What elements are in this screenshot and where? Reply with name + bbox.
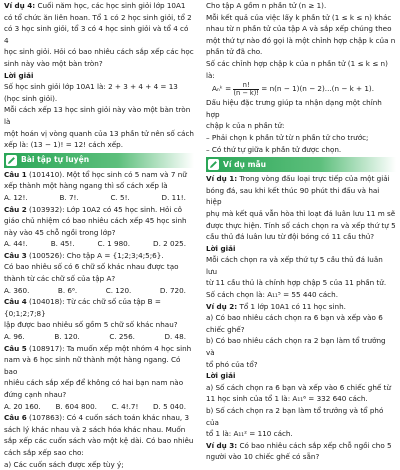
text-line: Mỗi cách xếp 13 học sinh giỏi này vào một bàn tròn là xyxy=(4,105,191,126)
question-6: Câu 6 (107863): Có 4 cuốn sách toán khác nhau, 3 xyxy=(4,413,190,423)
example-3: Ví dụ 3: Có bao nhiêu cách sắp xếp chỗ ngồi cho 5 xyxy=(206,440,392,450)
formula-denominator: (n − k)! xyxy=(233,88,259,97)
question-2: Câu 2 (103932): Lớp 10A2 có 45 học sinh. Hỏi cô xyxy=(4,204,183,214)
pen-icon xyxy=(208,159,219,170)
text-line: a) Số cách chọn ra 6 bạn và xếp vào 6 chiếc ghế từ xyxy=(206,382,391,392)
option-d: D. 720. xyxy=(159,285,186,295)
text-line: thành từ các chữ số của tập A? xyxy=(4,274,116,284)
permutation-formula xyxy=(212,81,396,97)
text-line: nhau từ n phần tử của tập A và sắp xếp chúng theo xyxy=(206,24,392,34)
option-d: D. 2 025. xyxy=(153,239,186,249)
text-line: lập được bao nhiêu số gồm 5 chữ số khác nhau? xyxy=(4,320,178,330)
options-row xyxy=(4,331,194,343)
solution-heading: Lời giải xyxy=(4,70,34,80)
option-d: D. 48. xyxy=(164,332,186,342)
text-line: – Có thứ tự giữa k phần tử được chọn. xyxy=(206,144,342,154)
text-line: cách sắp xếp sao cho: xyxy=(4,447,84,457)
option-d: D. 11!. xyxy=(161,192,186,202)
formula-rhs: = n(n − 1)(n − 2)...(n − k + 1). xyxy=(261,84,375,94)
options-row xyxy=(4,238,194,250)
text-line: này vào 45 chỗ ngồi trong lớp? xyxy=(4,227,116,237)
question-5: Câu 5 (108917): Ta muốn xếp một nhóm 4 học sinh xyxy=(4,343,192,353)
option-b: B. 7!. xyxy=(59,192,79,202)
formula-fraction xyxy=(233,82,259,97)
text-line: sinh này vào một bàn tròn? xyxy=(4,58,103,68)
option-c: C. 1 980. xyxy=(97,239,130,249)
text-line: chiếc ghế? xyxy=(206,324,245,334)
text-line: 11 học sinh của tổ 1 là: A₁₁⁶ = 332 640 cách. xyxy=(206,394,368,404)
text-line: đứng cạnh nhau? xyxy=(4,390,67,399)
text-line: từ 11 cầu thủ là chỉnh hợp chập 5 của 11 phần tử. xyxy=(206,278,387,288)
option-d: D. 5 040. xyxy=(153,401,186,411)
text-line: a) Có bao nhiêu cách chọn ra 6 bạn và xếp vào 6 xyxy=(206,313,383,323)
text-line: tổ 1 là: A₁₁² = 110 cách. xyxy=(206,429,293,439)
text-line: xếp thành một hàng ngang thì số cách xếp là xyxy=(4,181,168,191)
option-a: A. 12!. xyxy=(4,192,28,202)
text-line: phần tử đã cho. xyxy=(206,47,263,57)
text-line: bóng đá, sau khi kết thúc 90 phút thi đấu và hai hiệp xyxy=(206,185,380,207)
section-header-examples xyxy=(206,157,396,172)
option-b: B. 120. xyxy=(54,332,80,342)
right-column xyxy=(206,0,396,463)
text-line: nhiêu cách sắp xếp để không có hai bạn nam nào xyxy=(4,378,184,388)
formula-numerator: n! xyxy=(233,82,259,90)
text-line: (học sinh giỏi). xyxy=(4,93,58,103)
text-line: học sinh giỏi. Hỏi có bao nhiêu cách sắp xếp các học xyxy=(4,47,194,57)
text-line: Mỗi kết quả của việc lấy k phần tử (1 ≤ k ≤ n) khác xyxy=(206,12,392,22)
options-row xyxy=(4,285,194,297)
text-line: cầu thủ đá luân lưu từ đội bóng có 11 cầu thủ? xyxy=(206,232,375,242)
text-line: sách lý khác nhau và 2 sách hóa khác nhau. Muốn xyxy=(4,424,186,434)
question-3: Câu 3 (100526): Cho tập A = {1;2;3;4;5;6}. xyxy=(4,250,164,260)
options-row xyxy=(4,401,194,413)
text-line: chập k của n phần tử: xyxy=(206,121,285,131)
text-line: a) Các cuốn sách được xếp tùy ý; xyxy=(4,459,124,469)
text-line: Có bao nhiêu số có 6 chữ số khác nhau được tạo xyxy=(4,262,179,272)
section-title: Bài tập tự luyện xyxy=(21,155,90,165)
text-line: được thực hiện. Tính số cách chọn ra và xếp thứ tự 5 xyxy=(206,220,396,230)
option-c: C. 4!.7! xyxy=(111,401,139,411)
question-4: Câu 4 (104018): Từ các chữ số của tập B = {0;1;2;7;8} xyxy=(4,297,161,318)
text-line: có tổ chức ăn liên hoan. Tổ 1 có 2 học sinh giỏi, tổ 2 xyxy=(4,12,192,22)
option-c: C. 5!. xyxy=(110,192,130,202)
text-line: Số cách chọn là: A₁₁⁵ = 55 440 cách. xyxy=(206,290,338,300)
text-line: – Phải chọn k phần tử từ n phần tử cho trước; xyxy=(206,132,369,142)
solution-heading: Lời giải xyxy=(206,371,236,381)
solution-heading: Lời giải xyxy=(206,243,236,253)
text-line: Số học sinh giỏi lớp 10A1 là: 2 + 3 + 4 + 4 = 13 xyxy=(4,82,178,92)
option-b: B. 6⁶. xyxy=(57,285,78,295)
text-line: có 3 học sinh giỏi, tổ 3 có 4 học sinh giỏi và tổ 4 có 4 xyxy=(4,24,189,45)
text-line: một thứ tự nào đó gọi là một chỉnh hợp chập k của n xyxy=(206,35,396,45)
section-header-practice xyxy=(4,153,194,168)
text-line: người vào 10 chiếc ghế có sẵn? xyxy=(206,452,320,462)
example-1: Ví dụ 1: Trong vòng đấu loại trực tiếp của một giải xyxy=(206,174,390,184)
text-line: Dấu hiệu đặc trưng giúp ta nhận dạng một chỉnh hợp xyxy=(206,98,382,119)
option-c: C. 256. xyxy=(109,332,135,342)
option-b: B. 45!. xyxy=(50,239,75,249)
text-line: sắp xếp các cuốn sách vào một kệ dài. Có bao nhiêu xyxy=(4,436,194,446)
option-b: B. 604 800. xyxy=(55,401,97,411)
section-title: Ví dụ mẫu xyxy=(223,159,267,169)
options-row xyxy=(4,192,194,204)
option-a: A. 44!. xyxy=(4,239,28,249)
pencil-icon xyxy=(6,155,17,166)
question-1: Câu 1 (101410). Một tổ học sinh có 5 nam và 7 nữ xyxy=(4,169,187,179)
option-a: A. 360. xyxy=(4,285,30,295)
text-line: Mỗi cách chọn ra và xếp thứ tự 5 cầu thủ đá luân lưu xyxy=(206,255,383,276)
text-line: nam và 6 học sinh nữ thành một hàng ngang. Có bao xyxy=(4,355,181,376)
text-line: b) Số cách chọn ra 2 bạn làm tổ trưởng và tổ phó của xyxy=(206,406,384,427)
example-2: Ví dụ 2: Tổ 1 lớp 10A1 có 11 học sinh. xyxy=(206,301,346,311)
text-line: giáo chủ nhiệm có bao nhiêu cách xếp 45 học sinh xyxy=(4,216,187,226)
text-line: tổ phó của tổ? xyxy=(206,359,258,369)
option-a: A. 20 160. xyxy=(4,401,41,411)
text-line: một hoán vị vòng quanh của 13 phần tử nên số cách xyxy=(4,128,194,138)
text-line: Số các chỉnh hợp chập k của n phần tử (1 ≤ k ≤ n) là: xyxy=(206,58,388,80)
example-4-line: Ví dụ 4: Cuối năm học, các học sinh giỏi lớp 10A1 xyxy=(4,1,186,10)
text-line: phụ mà kết quả vẫn hòa thì loạt đá luân lưu 11 m sẽ xyxy=(206,208,396,218)
option-a: A. 96. xyxy=(4,332,25,342)
option-c: C. 120. xyxy=(105,285,132,295)
text-line: Cho tập A gồm n phần tử (n ≥ 1). xyxy=(206,1,327,10)
text-line: b) Có bao nhiêu cách chọn ra 2 bạn làm tổ trưởng và xyxy=(206,336,386,358)
text-line: xếp là: (13 − 1)! = 12! cách xếp. xyxy=(4,140,124,150)
formula-lhs: Aₙᵏ = xyxy=(212,84,232,94)
